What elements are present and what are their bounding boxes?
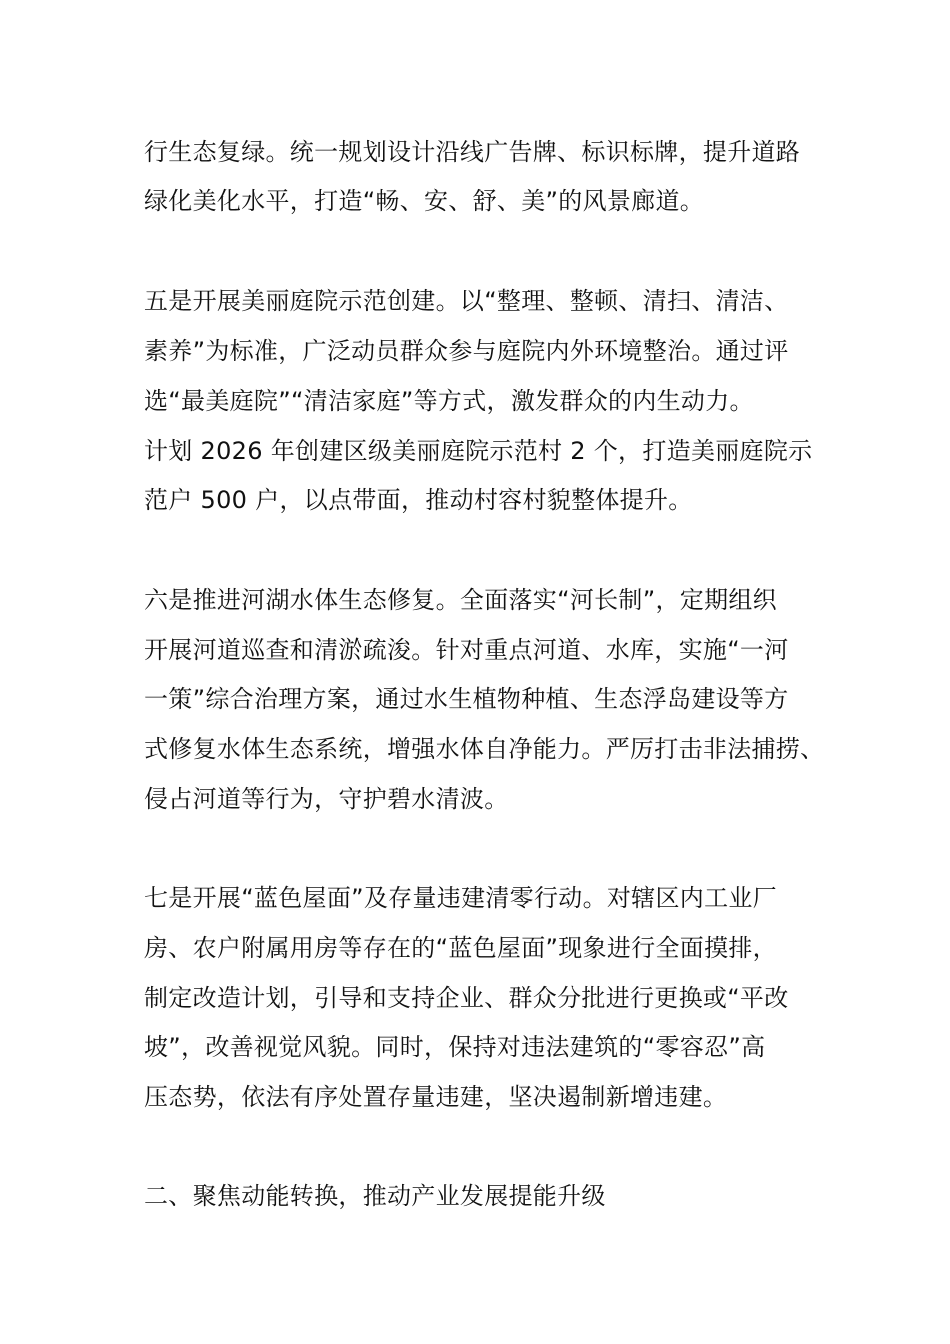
text-line: 压态势，依法有序处置存量违建，坚决遏制新增违建。 (144, 1083, 728, 1111)
text-line: 范户 500 户，以点带面，推动村容村貌整体提升。 (144, 486, 693, 514)
text-line: 素养”为标准，广泛动员群众参与庭院内外环境整治。通过评 (144, 337, 789, 365)
text-line: 行生态复绿。统一规划设计沿线广告牌、标识标牌，提升道路 (144, 138, 801, 166)
text-line: 侵占河道等行为，守护碧水清波。 (144, 785, 509, 813)
heading-text: 二、聚焦动能转换，推动产业发展提能升级 (144, 1182, 606, 1210)
text-line: 一策”综合治理方案，通过水生植物种植、生态浮岛建设等方 (144, 685, 789, 713)
text-line: 坡”，改善视觉风貌。同时，保持对违法建筑的“零容忍”高 (144, 1033, 766, 1061)
text-line: 房、农户附属用房等存在的“蓝色屋面”现象进行全面摸排， (144, 934, 777, 962)
text-line: 五是开展美丽庭院示范创建。以“整理、整顿、清扫、清洁、 (144, 287, 789, 315)
text-line: 七是开展“蓝色屋面”及存量违建清零行动。对辖区内工业厂 (144, 884, 777, 912)
text-line: 计划 2026 年创建区级美丽庭院示范村 2 个，打造美丽庭院示 (144, 437, 813, 465)
text-line: 绿化美化水平，打造“畅、安、舒、美”的风景廊道。 (144, 187, 705, 215)
text-line: 开展河道巡查和清淤疏浚。针对重点河道、水库，实施“一河 (144, 636, 789, 664)
text-line: 六是推进河湖水体生态修复。全面落实“河长制”，定期组织 (144, 586, 777, 614)
text-line: 制定改造计划，引导和支持企业、群众分批进行更换或“平改 (144, 984, 789, 1012)
text-line: 选“最美庭院”“清洁家庭”等方式，激发群众的内生动力。 (144, 387, 754, 415)
text-line: 式修复水体生态系统，增强水体自净能力。严厉打击非法捕捞、 (144, 735, 825, 763)
